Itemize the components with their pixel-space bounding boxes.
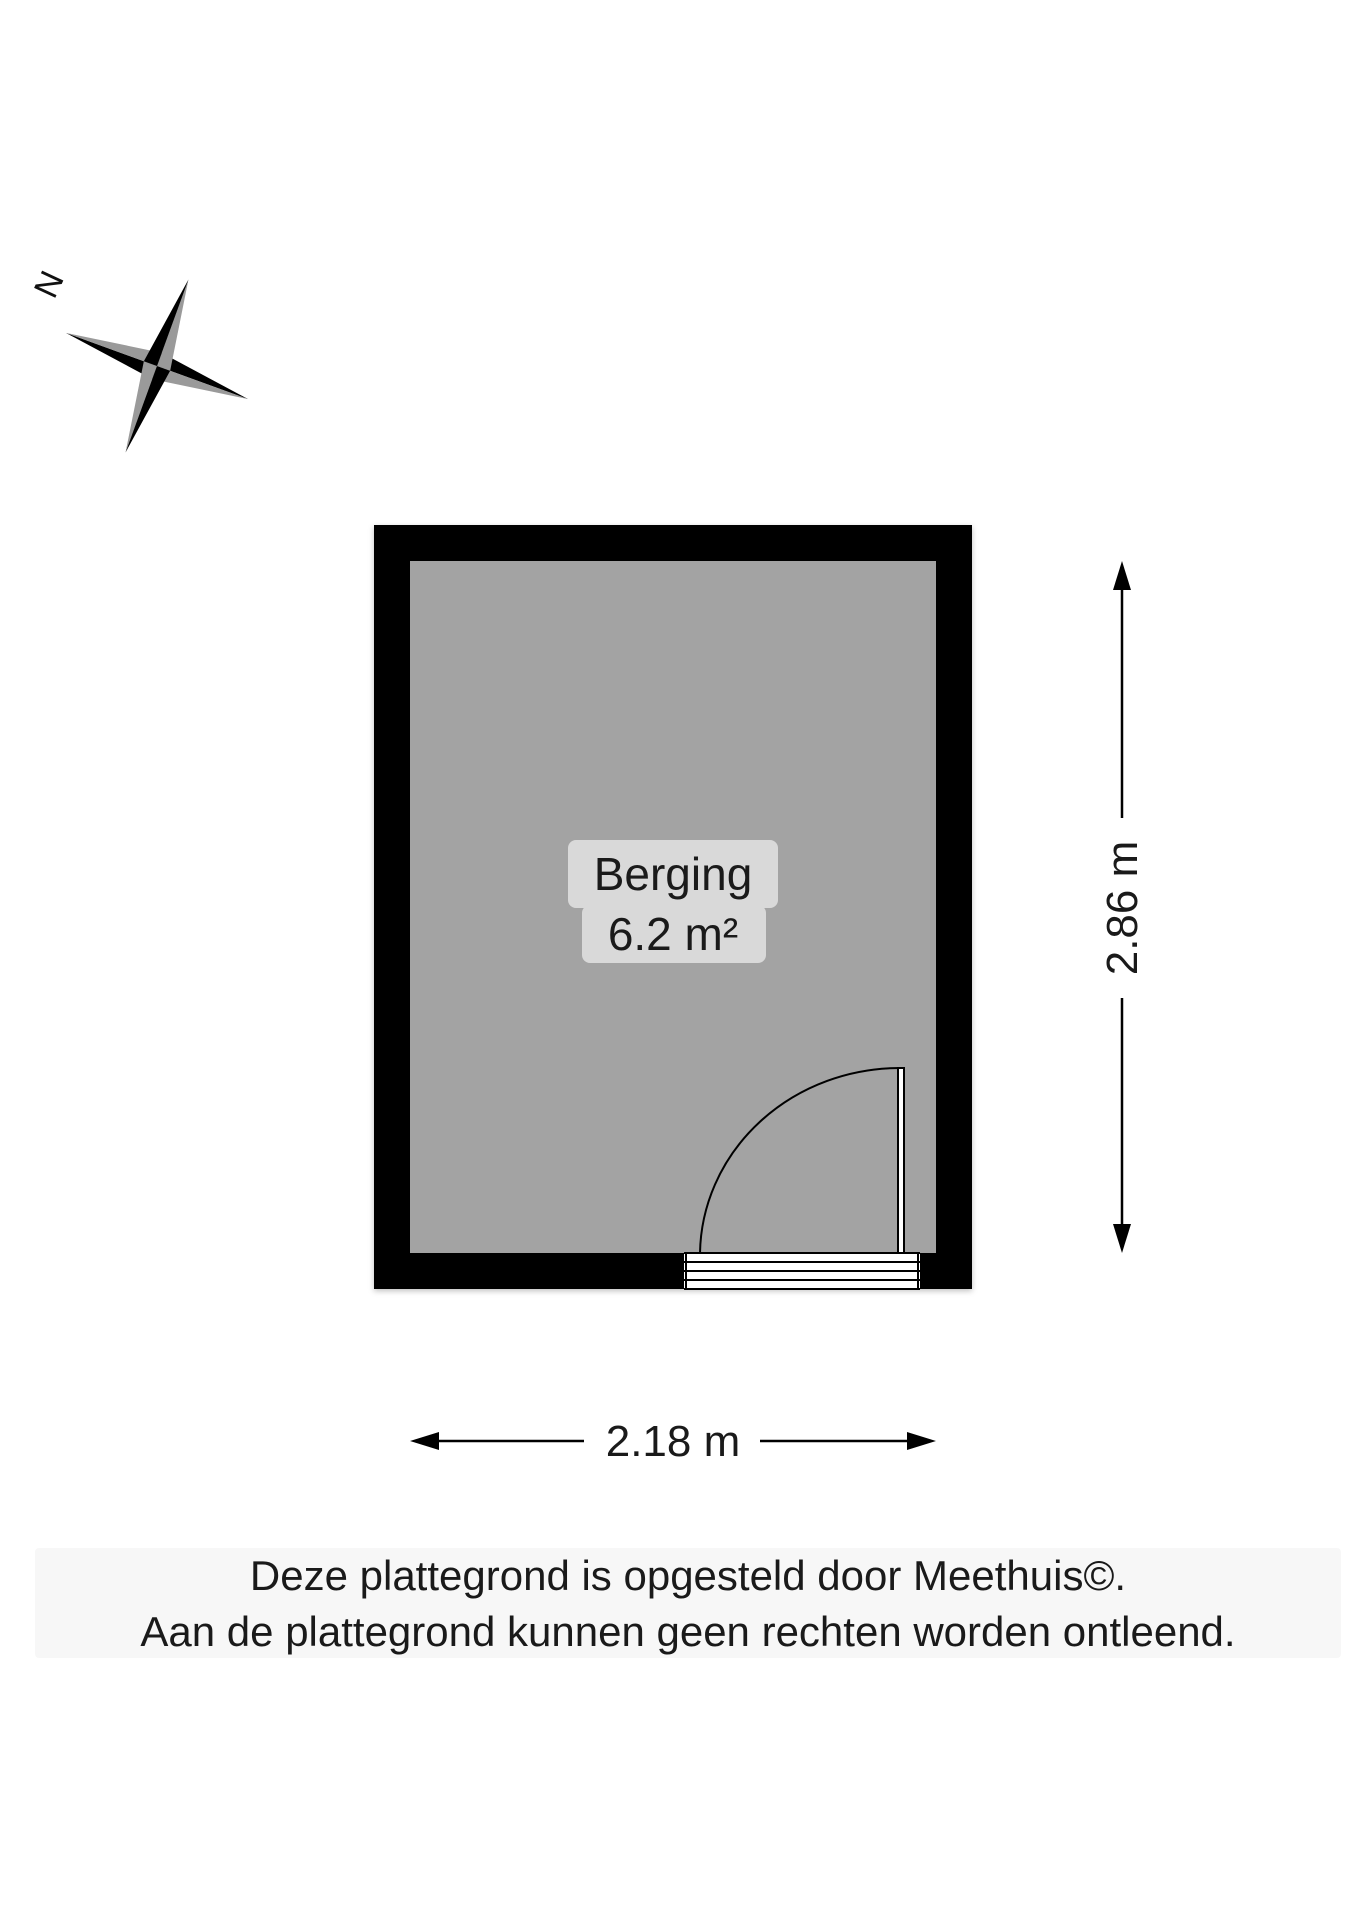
arrow-left-icon xyxy=(410,1432,439,1450)
arrow-up-icon xyxy=(1113,561,1131,590)
width-dimension xyxy=(410,1417,936,1466)
disclaimer-line-1: Deze plattegrond is opgesteld door Meethuis©. xyxy=(249,1552,1127,1599)
disclaimer xyxy=(35,1548,1341,1658)
width-label: 2.18 m xyxy=(605,1417,741,1466)
arrow-right-icon xyxy=(907,1432,936,1450)
room-label xyxy=(568,840,778,963)
height-dimension xyxy=(1098,561,1147,1253)
disclaimer-line-2: Aan de plattegrond kunnen geen rechten worden ontleend. xyxy=(140,1608,1236,1655)
height-label: 2.86 m xyxy=(1098,840,1147,976)
arrow-down-icon xyxy=(1113,1224,1131,1253)
room-area: 6.2 m² xyxy=(607,908,739,960)
room xyxy=(374,525,972,1289)
compass xyxy=(27,246,280,485)
compass-north-label: N xyxy=(26,265,72,304)
room-name: Berging xyxy=(593,848,753,900)
